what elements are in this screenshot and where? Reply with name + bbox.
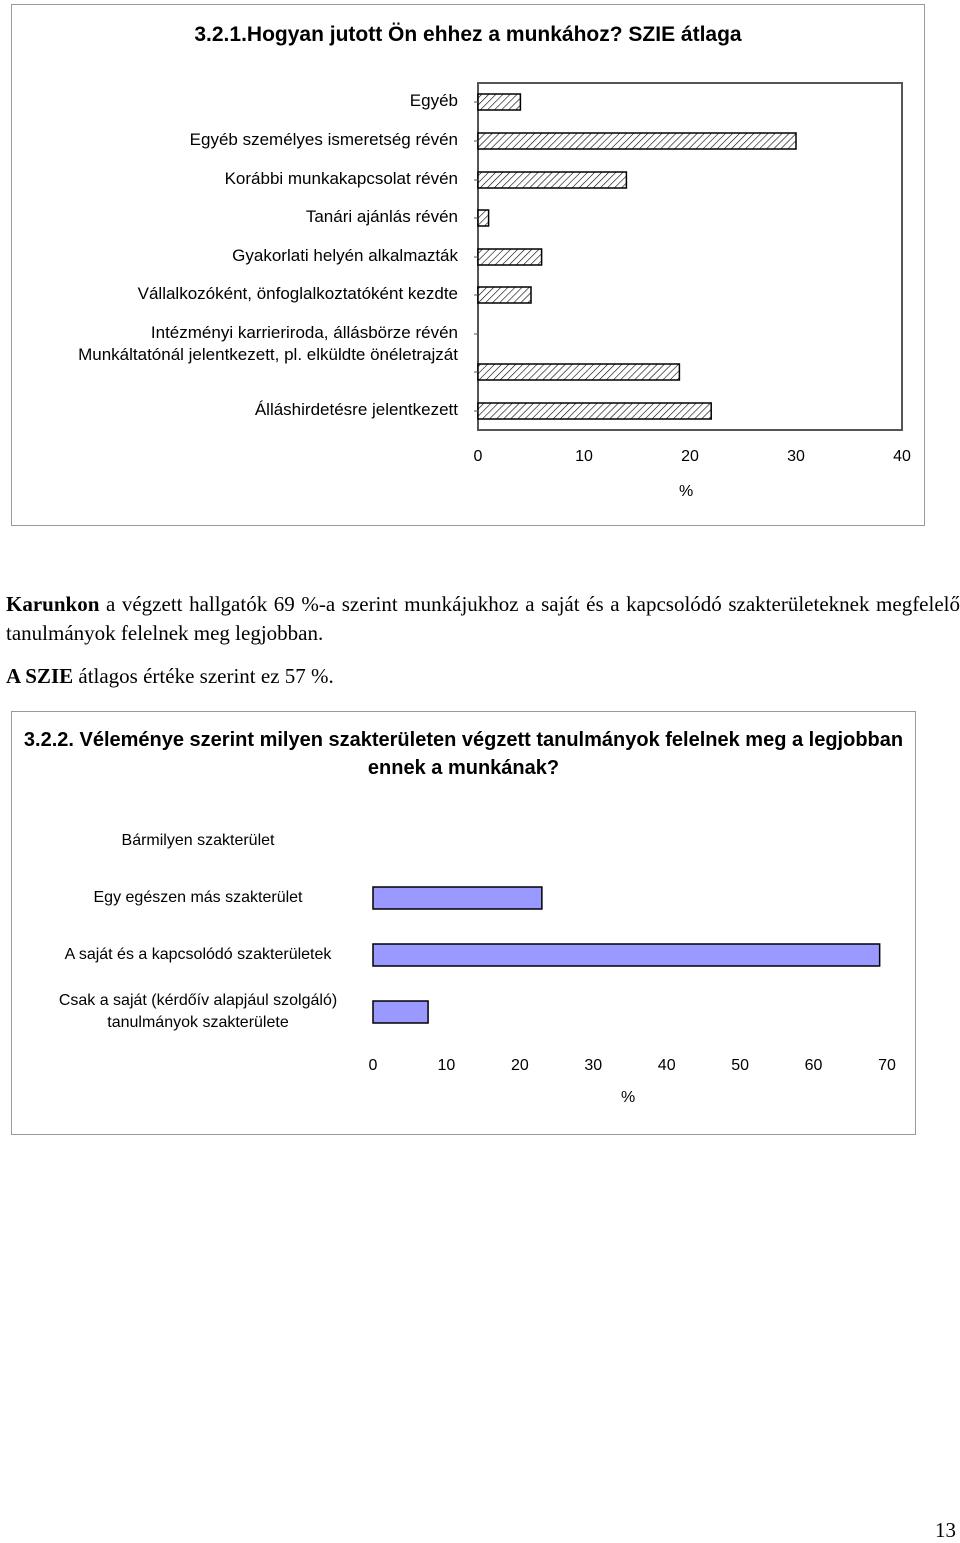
chart-1-category-label: Munkáltatónál jelentkezett, pl. elküldte önéletrajzát: [78, 345, 458, 364]
chart-2-category-label: Bármilyen szakterület: [121, 832, 275, 849]
chart-2: [11, 711, 916, 1135]
paragraph-2-text: átlagos értéke szerint ez 57 %.: [73, 664, 334, 688]
chart-2-category-label-line: Csak a saját (kérdőív alapjául szolgáló): [58, 992, 338, 1009]
chart-2-title: 3.2.2. Véleménye szerint milyen szakterületen végzett tanulmányok felelnek meg a legjobban ennek a munkának?: [23, 729, 904, 779]
chart-1-title: 3.2.1.Hogyan jutott Ön ehhez a munkához? SZIE átlaga: [194, 23, 742, 46]
chart-2-x-tick-label: 50: [731, 1057, 750, 1074]
chart-1-plot: [12, 5, 924, 525]
chart-1-x-tick-label: 30: [787, 448, 805, 465]
chart-1-category-label: Gyakorlati helyén alkalmazták: [232, 246, 458, 265]
chart-1-x-tick-label: 20: [681, 448, 699, 465]
chart-1-bar: [478, 94, 520, 110]
summary-paragraph-1: [6, 590, 960, 648]
chart-2-x-tick-label: 20: [510, 1057, 529, 1074]
paragraph-1-text: a végzett hallgatók 69 %-a szerint munkájukhoz a saját és a kapcsolódó szakterületeknek megfelelő tanulmányok felelnek meg legjobban.: [6, 592, 960, 645]
chart-1-category-label: Álláshirdetésre jelentkezett: [254, 400, 458, 419]
chart-2-category-label-line: tanulmányok szakterülete: [107, 1014, 289, 1031]
chart-2-x-tick-label: 30: [584, 1057, 603, 1074]
chart-1-category-label: Tanári ajánlás révén: [305, 207, 458, 226]
chart-2-bar: [373, 1001, 428, 1023]
chart-2-category-label: A saját és a kapcsolódó szakterületek: [64, 946, 332, 963]
chart-2-bar: [373, 944, 880, 966]
chart-2-x-tick-label: 60: [804, 1057, 823, 1074]
chart-1-category-label: Korábbi munkakapcsolat révén: [224, 169, 458, 188]
paragraph-2-lead: A SZIE: [6, 664, 74, 688]
chart-1-category-label: Egyéb: [409, 91, 458, 110]
chart-1-x-tick-label: 10: [575, 448, 593, 465]
chart-2-x-axis-label: %: [621, 1089, 636, 1106]
chart-1: [11, 4, 925, 526]
chart-1-bar: [478, 249, 542, 265]
chart-2-bar: [373, 887, 542, 909]
chart-1-x-axis-label: %: [679, 483, 694, 500]
chart-2-x-tick-label: 10: [437, 1057, 456, 1074]
chart-1-bar: [478, 403, 711, 419]
paragraph-1-lead: Karunkon: [6, 592, 100, 616]
page-number: 13: [935, 1518, 956, 1542]
summary-paragraph-2: [6, 662, 960, 691]
chart-2-x-tick-label: 0: [368, 1057, 378, 1074]
chart-2-plot: [12, 712, 915, 1134]
chart-1-bar: [478, 364, 679, 380]
chart-1-category-label: Vállalkozóként, önfoglalkoztatóként kezdte: [137, 284, 458, 303]
chart-1-category-label: Egyéb személyes ismeretség révén: [189, 130, 458, 149]
chart-2-category-label: Egy egészen más szakterület: [93, 889, 303, 906]
chart-1-x-tick-label: 40: [893, 448, 911, 465]
chart-1-bar: [478, 172, 626, 188]
chart-1-bar: [478, 287, 531, 303]
chart-1-category-label: Intézményi karrieriroda, állásbörze révén: [150, 323, 458, 342]
chart-1-x-tick-label: 0: [473, 448, 483, 465]
chart-2-x-tick-label: 70: [878, 1057, 896, 1074]
chart-1-bar: [478, 210, 489, 226]
chart-1-bar: [478, 133, 796, 149]
chart-2-x-tick-label: 40: [657, 1057, 676, 1074]
